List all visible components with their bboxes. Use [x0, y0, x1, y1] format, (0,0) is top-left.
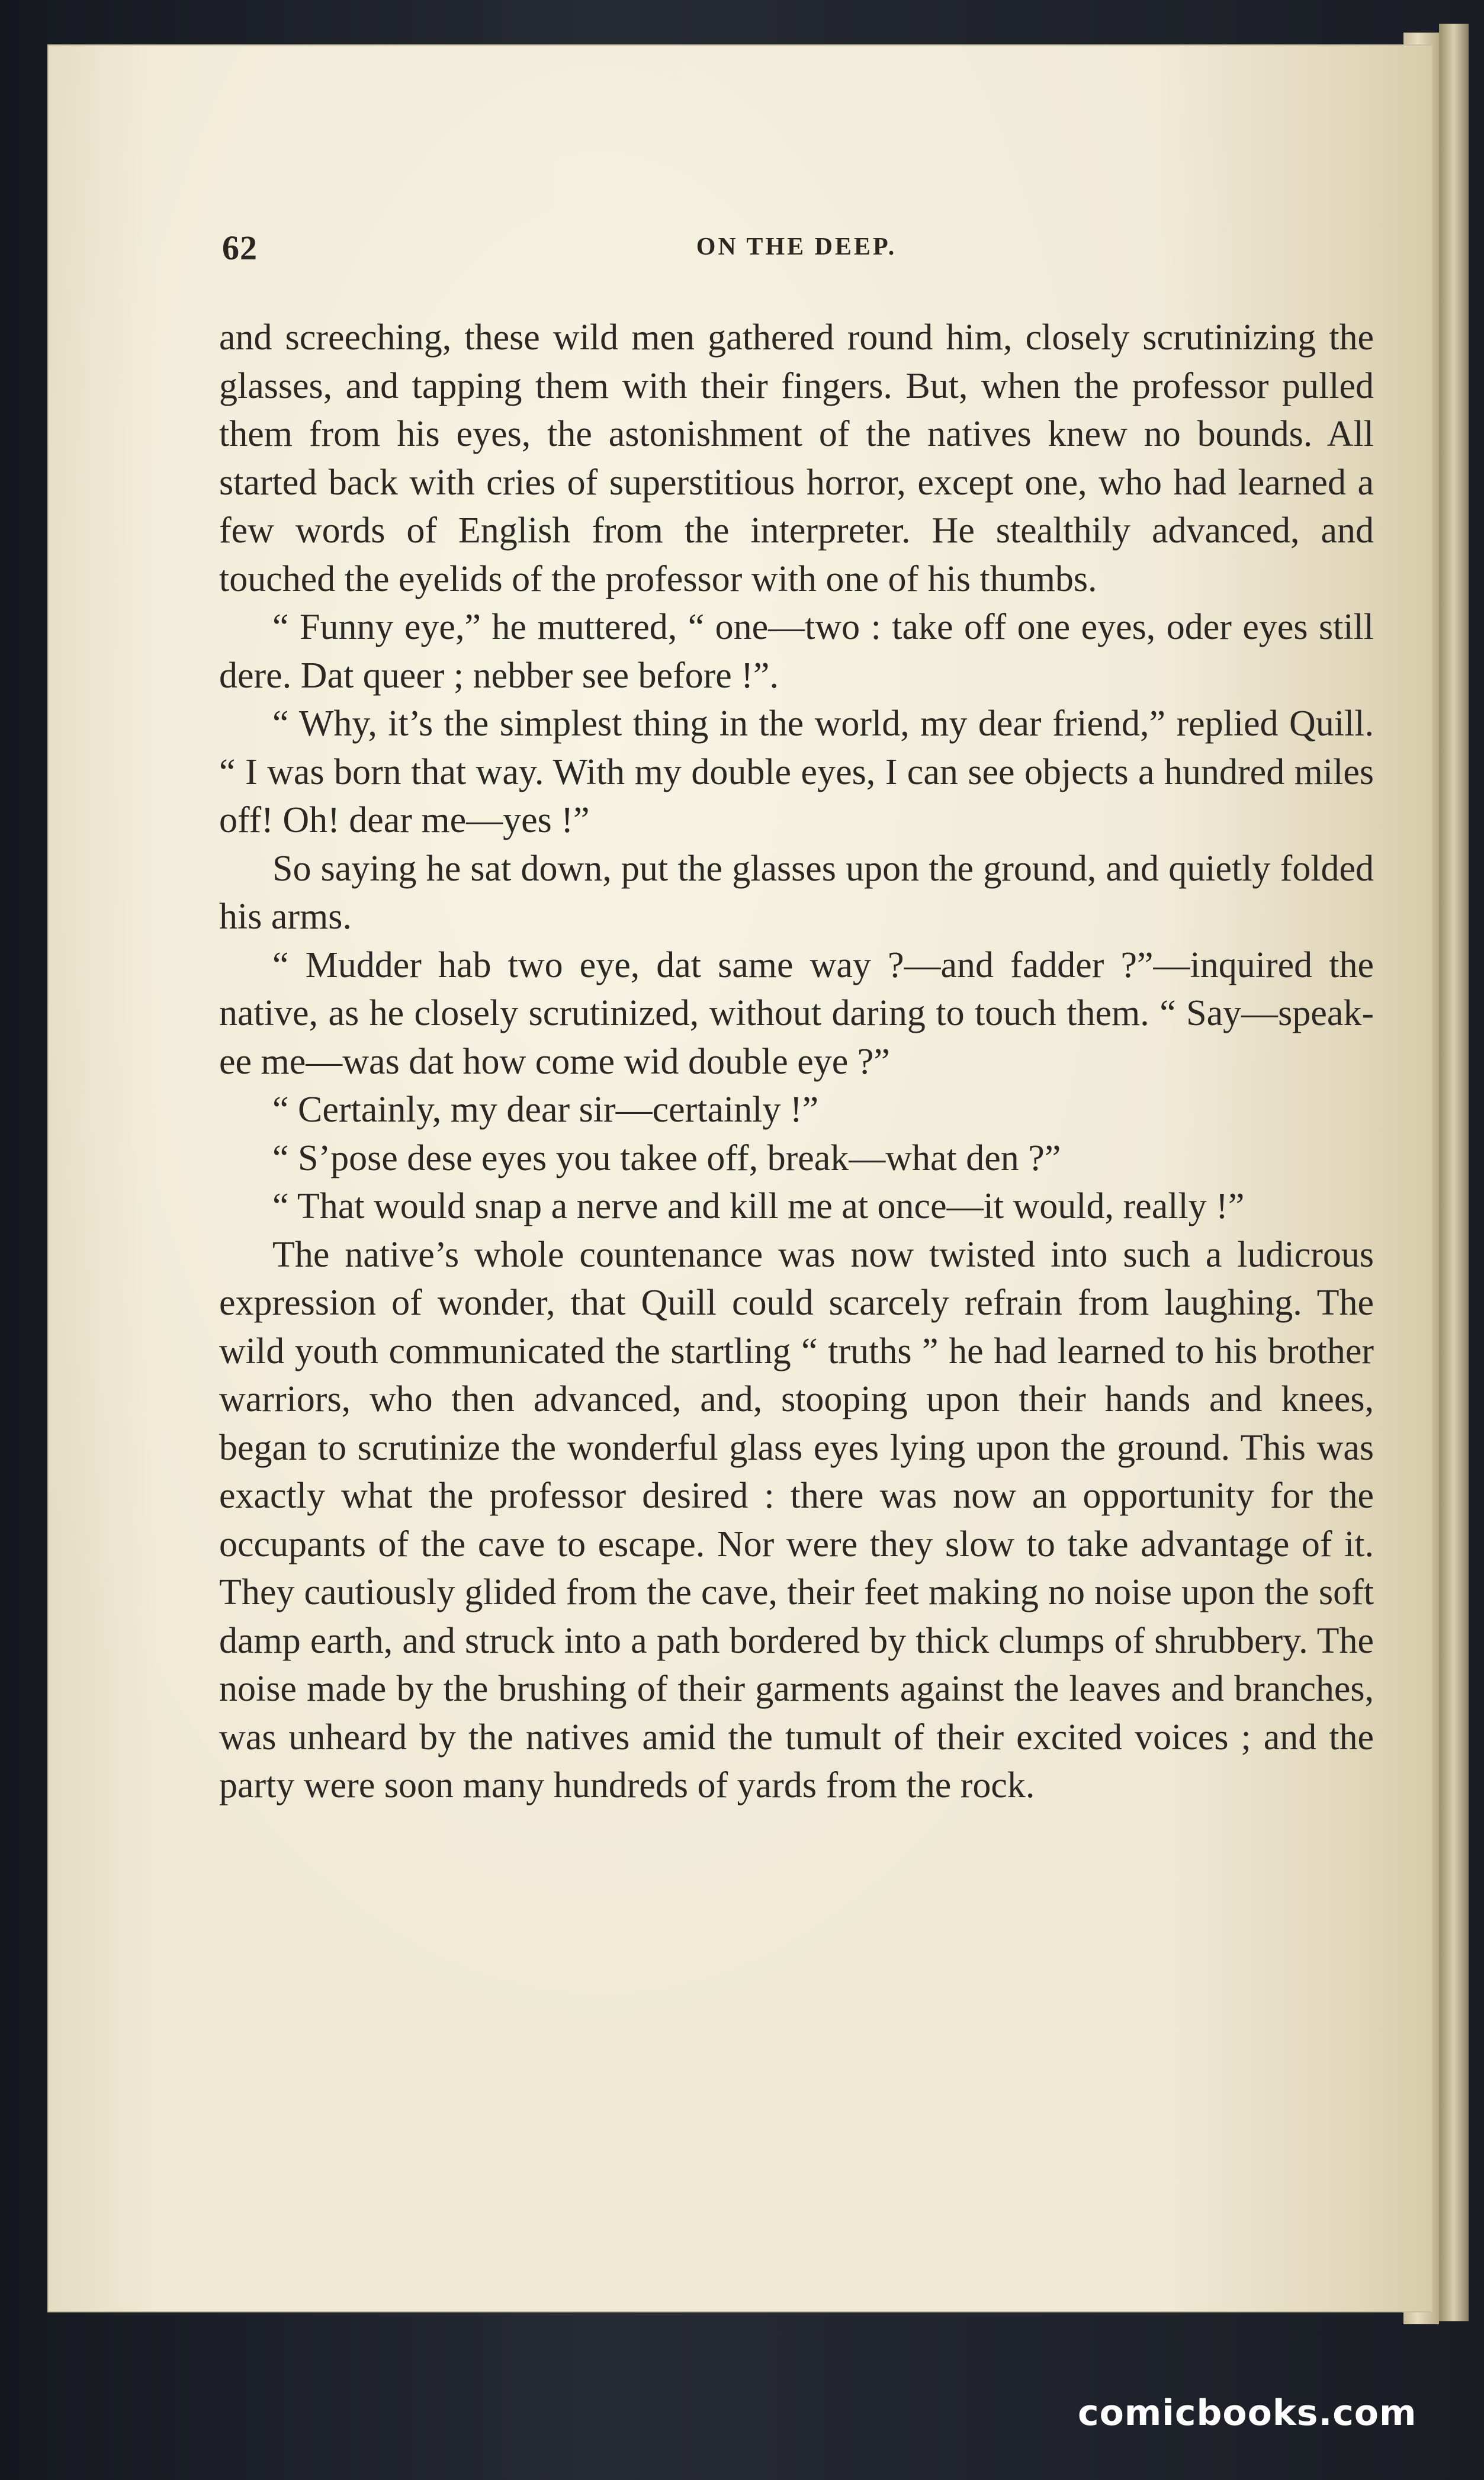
- paragraph: “ Certainly, my dear sir—certainly !”: [272, 1090, 819, 1130]
- paragraph: The native’s whole countenance was now twisted into such a ludicrous expression of wonder, that Quill could scarcely refrain from laughing. The wild youth communicated the startling “ truths ” he had learned to his brother warriors, who then advanced, and, stooping upon their hands and knees, began to scrutinize the wonderful glass eyes lying upon the ground. This was exactly what the professor desired : there was now an opportunity for the occupants of the cave to escape. Nor were they slow to take advantage of it. They cautiously glided from the cave, their feet making no noise upon the soft damp earth, and struck into a path bordered by thick clumps of shrubbery. The noise made by the brushing of their garments against the leaves and branches, was unheard by the natives amid the tumult of their excited voices ; and the party were soon many hundreds of yards from the rock.: [219, 1234, 1374, 1806]
- page-number: 62: [222, 229, 258, 267]
- paragraph: “ S’pose dese eyes you takee off, break—what den ?”: [272, 1138, 1061, 1178]
- running-head: ON THE DEEP.: [696, 233, 897, 261]
- paragraph: So saying he sat down, put the glasses upon the ground, and quietly folded his arms.: [219, 848, 1374, 937]
- paragraph: “ Why, it’s the simplest thing in the world, my dear friend,” replied Quill. “ I was born that way. With my double eyes, I can see objects a hundred miles off! Oh! dear me—yes !”: [219, 703, 1374, 840]
- body-text: [219, 314, 1374, 1810]
- paragraph: “ Funny eye,” he muttered, “ one—two : take off one eyes, oder eyes still dere. Dat queer ; nebber see before !”.: [219, 607, 1374, 696]
- paragraph: “ That would snap a nerve and kill me at once—it would, really !”: [272, 1186, 1245, 1226]
- paragraph: “ Mudder hab two eye, dat same way ?—and fadder ?”—inquired the native, as he closely scrutinized, without daring to touch them. “ Say—speak-ee me—was dat how come wid double eye ?”: [219, 945, 1374, 1082]
- facing-page-edge: [1439, 24, 1469, 2321]
- paragraph: and screeching, these wild men gathered round him, closely scrutinizing the glasses, and tapping them with their fingers. But, when the professor pulled them from his eyes, the astonishment of the natives knew no bounds. All started back with cries of superstitious horror, except one, who had learned a few words of English from the interpreter. He stealthily advanced, and touched the eyelids of the professor with one of his thumbs.: [219, 317, 1374, 599]
- watermark-text: comicbooks.com: [1078, 2392, 1417, 2434]
- page-header: [222, 228, 1371, 269]
